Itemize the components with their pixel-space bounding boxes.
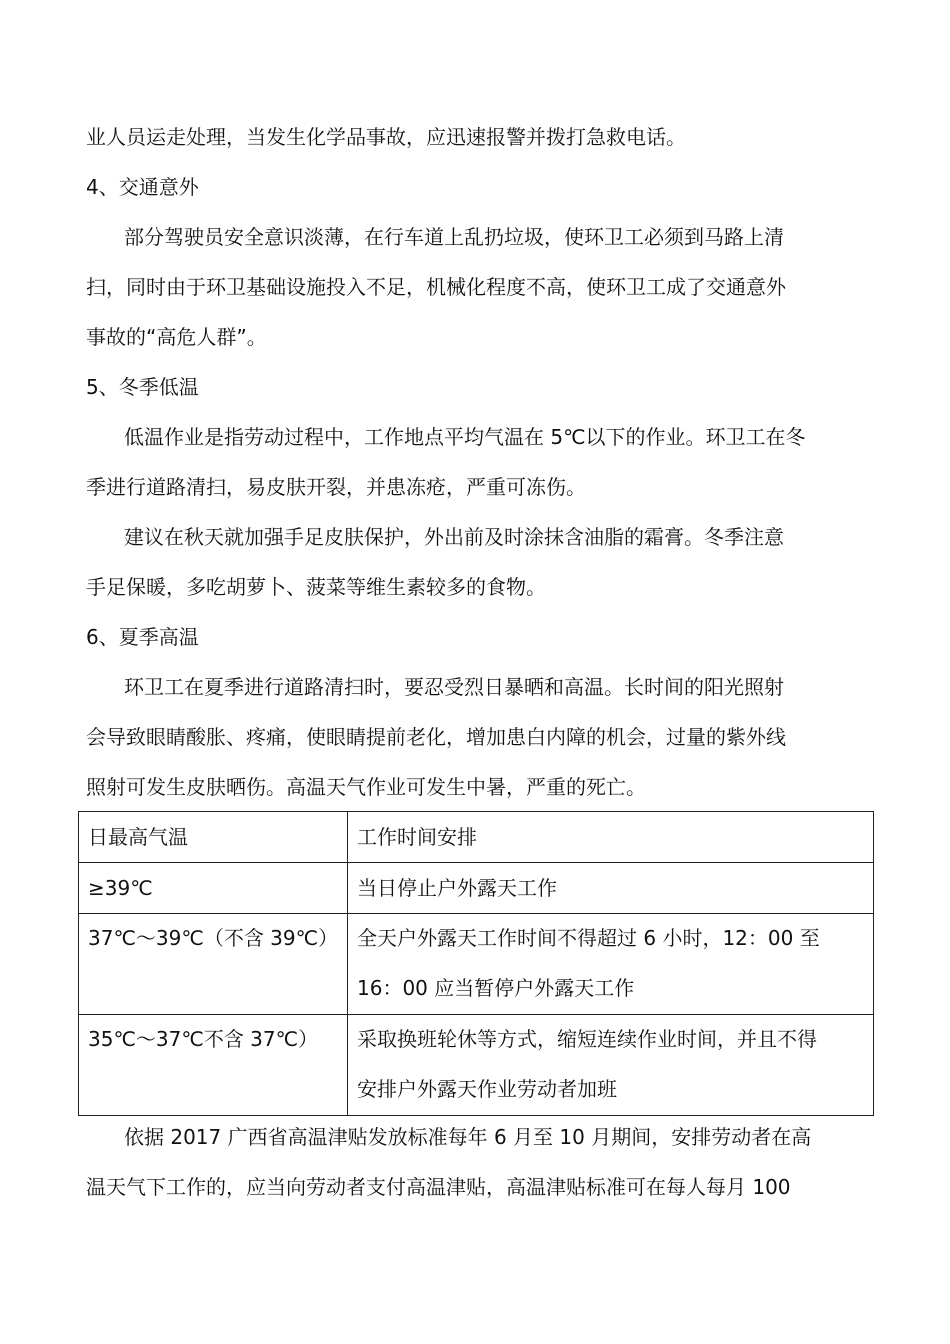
temperature-work-schedule-table — [78, 811, 874, 1116]
body-text-line: 会导致眼睛酸胀、疼痛，使眼睛提前老化，增加患白内障的机会，过量的紫外线 — [86, 725, 786, 749]
table-header-row — [79, 812, 874, 863]
body-text-line: 低温作业是指劳动过程中，工作地点平均气温在 5℃以下的作业。环卫工在冬 — [124, 425, 806, 449]
body-text-line: 手足保暖，多吃胡萝卜、菠菜等维生素较多的食物。 — [86, 575, 546, 599]
cell-text: 16：00 应当暂停户外露天工作 — [357, 976, 635, 1000]
cell-text: 全天户外露天工作时间不得超过 6 小时，12：00 至 — [357, 926, 820, 950]
cell-text: 37℃～39℃（不含 39℃） — [88, 926, 339, 950]
body-text-line: 依据 2017 广西省高温津贴发放标准每年 6 月至 10 月期间，安排劳动者在高 — [124, 1125, 812, 1149]
table-row — [79, 914, 874, 1015]
table-cell-temp — [79, 1015, 348, 1116]
body-text-line: 业人员运走处理，当发生化学品事故，应迅速报警并拨打急救电话。 — [86, 125, 686, 149]
body-text-line: 季进行道路清扫，易皮肤开裂，并患冻疮，严重可冻伤。 — [86, 475, 586, 499]
table-row — [79, 1015, 874, 1116]
table-cell-temp: ≥39℃ — [79, 863, 348, 914]
table-cell-arrangement: 当日停止户外露天工作 — [348, 863, 874, 914]
body-text-line: 建议在秋天就加强手足皮肤保护，外出前及时涂抹含油脂的霜膏。冬季注意 — [124, 525, 784, 549]
cell-text: 采取换班轮休等方式，缩短连续作业时间，并且不得 — [357, 1027, 817, 1051]
cell-text: 35℃～37℃不含 37℃） — [88, 1027, 319, 1051]
body-text-line: 照射可发生皮肤晒伤。高温天气作业可发生中暑，严重的死亡。 — [86, 775, 646, 799]
body-text-line: 温天气下工作的，应当向劳动者支付高温津贴，高温津贴标准可在每人每月 100 — [86, 1175, 791, 1199]
body-text-line: 环卫工在夏季进行道路清扫时，要忍受烈日暴晒和高温。长时间的阳光照射 — [124, 675, 784, 699]
body-text-line: 部分驾驶员安全意识淡薄，在行车道上乱扔垃圾，使环卫工必须到马路上清 — [124, 225, 784, 249]
table-cell-arrangement — [348, 1015, 874, 1116]
body-text-line: 扫，同时由于环卫基础设施投入不足，机械化程度不高，使环卫工成了交通意外 — [86, 275, 786, 299]
table-row — [79, 863, 874, 914]
table-header-cell: 日最高气温 — [79, 812, 348, 863]
section-heading-winter: 5、冬季低温 — [86, 375, 199, 399]
cell-text: 安排户外露天作业劳动者加班 — [357, 1077, 617, 1101]
section-heading-traffic: 4、交通意外 — [86, 175, 199, 199]
table-cell-arrangement — [348, 914, 874, 1015]
table-header-cell: 工作时间安排 — [348, 812, 874, 863]
body-text-line: 事故的“高危人群”。 — [86, 325, 267, 349]
table-cell-temp — [79, 914, 348, 1015]
section-heading-summer: 6、夏季高温 — [86, 625, 199, 649]
